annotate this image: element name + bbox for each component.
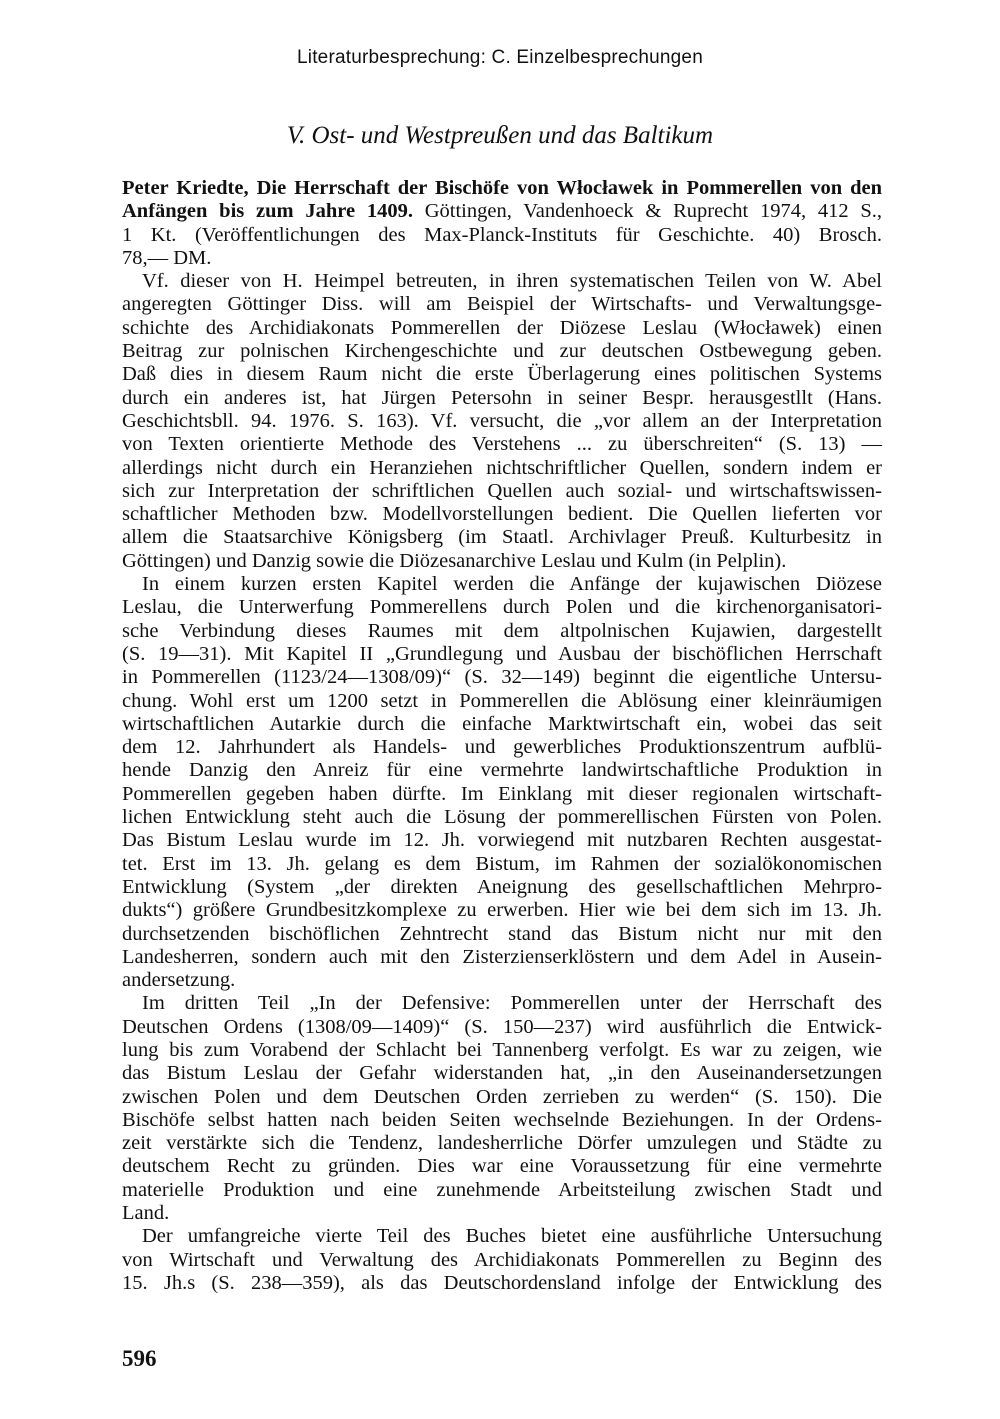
- body-line: Das Bistum Leslau wurde im 12. Jh. vorwiegend mit nutzbaren Rechten ausgestat-: [122, 829, 882, 852]
- body-line: Land.: [122, 1202, 170, 1225]
- running-head: Literaturbesprechung: C. Einzelbesprechungen: [297, 47, 703, 68]
- body-line: Beitrag zur polnischen Kirchengeschichte und zur deutschen Ostbewegung geben.: [122, 340, 882, 363]
- review-header-line: 78,— DM.: [122, 246, 212, 269]
- review-header-bold: Peter Kriedte, Die Herrschaft der Bischöfe von Włocławek in Pommerellen von den: [122, 177, 882, 199]
- section-title: V. Ost- und Westpreußen und das Baltikum: [286, 122, 714, 149]
- body-line: Vf. dieser von H. Heimpel betreuten, in ihren systematischen Teilen von W. Abel: [142, 270, 882, 293]
- body-line: hende Danzig den Anreiz für eine vermehrte landwirtschaftliche Produktion in: [122, 759, 882, 782]
- body-line: das Bistum Leslau der Gefahr widerstanden hat, „in den Auseinandersetzungen: [122, 1062, 882, 1085]
- body-line: Göttingen) und Danzig sowie die Diözesanarchive Leslau und Kulm (in Pelplin).: [122, 549, 787, 572]
- body-line: Daß dies in diesem Raum nicht die erste Überlagerung eines politischen Systems: [122, 363, 882, 386]
- body-line: durch ein anderes ist, hat Jürgen Petersohn in seiner Bespr. herausgestllt (Hans.: [122, 386, 882, 409]
- body-line: von Texten orientierte Methode des Verstehens ... zu überschreiten“ (S. 13) —: [122, 433, 882, 456]
- body-line: wirtschaftlichen Autarkie durch die einfache Marktwirtschaft ein, wobei das seit: [122, 712, 882, 735]
- review-header-bold: Anfängen bis zum Jahre 1409.: [122, 200, 413, 223]
- body-line: Leslau, die Unterwerfung Pommerellens durch Polen und die kirchenorganisatori-: [122, 596, 882, 619]
- body-line: Entwicklung (System „der direkten Aneignung des gesellschaftlichen Mehrpro-: [122, 875, 882, 898]
- body-line: deutschem Recht zu gründen. Dies war eine Voraussetzung für eine vermehrte: [122, 1155, 882, 1178]
- body-line: Im dritten Teil „In der Defensive: Pommerellen unter der Herrschaft des: [142, 992, 882, 1015]
- body-line: Deutschen Ordens (1308/09—1409)“ (S. 150—237) wird ausführlich die Entwick-: [122, 1015, 882, 1038]
- body-line: allem die Staatsarchive Königsberg (im Staatl. Archivlager Preuß. Kulturbesitz in: [122, 526, 882, 549]
- body-line: schichte des Archidiakonats Pommerellen der Diözese Leslau (Włocławek) einen: [122, 316, 882, 339]
- body-line: in Pommerellen (1123/24—1308/09)“ (S. 32—149) beginnt die eigentliche Untersu-: [122, 666, 882, 689]
- body-line: lichen Entwicklung steht auch die Lösung der pommerellischen Fürsten von Polen.: [122, 806, 882, 829]
- body-line: Pommerellen gegeben haben dürfte. Im Einklang mit dieser regionalen wirtschaft-: [122, 782, 882, 805]
- body-line: Der umfangreiche vierte Teil des Buches bietet eine ausführliche Untersuchung: [142, 1225, 882, 1248]
- body-line: Landesherren, sondern auch mit den Zisterzienserklöstern und dem Adel in Ausein-: [122, 945, 882, 968]
- body-line: Bischöfe selbst hatten nach beiden Seiten wechselnde Beziehungen. In der Ordens-: [122, 1108, 882, 1131]
- review-header-text: Göttingen, Vandenhoeck & Ruprecht 1974, 412 S.,: [412, 200, 882, 223]
- review-header-line: [122, 200, 882, 223]
- body-line: sich zur Interpretation der schriftlichen Quellen auch sozial- und wirtschaftswissen-: [122, 479, 882, 502]
- body-line: In einem kurzen ersten Kapitel werden die Anfänge der kujawischen Diözese: [142, 573, 882, 596]
- review-header-line: 1 Kt. (Veröffentlichungen des Max-Planck-Instituts für Geschichte. 40) Brosch.: [122, 223, 882, 246]
- body-line: lung bis zum Vorabend der Schlacht bei Tannenberg verfolgt. Es war zu zeigen, wie: [122, 1038, 882, 1061]
- body-line: tet. Erst im 13. Jh. gelang es dem Bistum, im Rahmen der sozialökonomischen: [122, 852, 882, 875]
- body-line: allerdings nicht durch ein Heranziehen nichtschriftlicher Quellen, sondern indem er: [122, 456, 882, 479]
- body-line: materielle Produktion und eine zunehmende Arbeitsteilung zwischen Stadt und: [122, 1178, 882, 1201]
- body-line: andersetzung.: [122, 969, 236, 992]
- body-line: (S. 19—31). Mit Kapitel II „Grundlegung und Ausbau der bischöflichen Herrschaft: [122, 642, 882, 665]
- body-line: durchsetzenden bischöflichen Zehntrecht stand das Bistum nicht nur mit den: [122, 922, 882, 945]
- body-line: 15. Jh.s (S. 238—359), als das Deutschordensland infolge der Entwicklung des: [122, 1271, 882, 1294]
- body-line: angeregten Göttinger Diss. will am Beispiel der Wirtschafts- und Verwaltungsge-: [122, 293, 882, 316]
- page-number: 596: [122, 1346, 157, 1371]
- body-line: chung. Wohl erst um 1200 setzt in Pommerellen die Ablösung einer kleinräumigen: [122, 689, 882, 712]
- review-header-line: [122, 177, 882, 200]
- review-body: [122, 177, 882, 1295]
- body-line: zeit verstärkte sich die Tendenz, landesherrliche Dörfer umzulegen und Städte zu: [122, 1132, 882, 1155]
- body-line: sche Verbindung dieses Raumes mit dem altpolnischen Kujawien, dargestellt: [122, 619, 882, 642]
- body-line: Geschichtsbll. 94. 1976. S. 163). Vf. versucht, die „vor allem an der Interpretation: [122, 409, 882, 432]
- body-line: dukts“) größere Grundbesitzkomplexe zu erwerben. Hier wie bei dem sich im 13. Jh.: [122, 899, 882, 922]
- body-line: schaftlicher Methoden bzw. Modellvorstellungen bedient. Die Quellen lieferten vor: [122, 503, 882, 526]
- body-line: zwischen Polen und dem Deutschen Orden zerrieben zu werden“ (S. 150). Die: [122, 1085, 882, 1108]
- body-line: dem 12. Jahrhundert als Handels- und gewerbliches Produktionszentrum aufblü-: [122, 736, 882, 759]
- body-line: von Wirtschaft und Verwaltung des Archidiakonats Pommerellen zu Beginn des: [122, 1248, 882, 1271]
